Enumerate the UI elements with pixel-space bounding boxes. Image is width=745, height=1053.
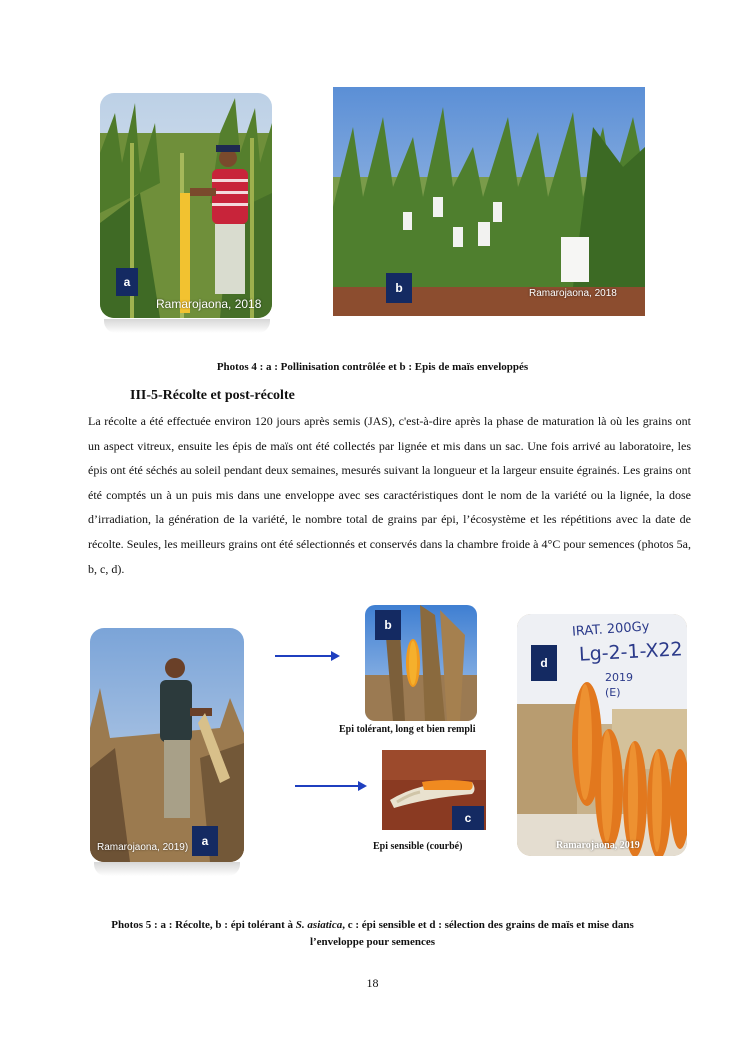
photo-4a-tag: a [116,268,138,296]
photo-5c-sensitive-ear [382,750,486,830]
photo-5d-seed-selection [517,614,687,856]
photo-4b-tag: b [386,273,412,303]
envelope-label-line2: Lg-2-1-X22 [578,638,684,666]
photos-5-caption-line2: l’enveloppe pour semences [309,936,436,948]
photo-5c-tag: c [452,806,484,830]
section-heading: III-5-Récolte et post-récolte [130,388,295,403]
photo-5b-tolerant-ear [365,605,477,721]
photo-5b-tag: b [375,610,401,640]
photos-4-caption: Photos 4 : a : Pollinisation contrôlée et b : Epis de maïs enveloppés [216,361,529,373]
photo-4b-bagged-ears [333,87,645,316]
photo-4a-reflection [104,319,270,333]
photo-5a-reflection [94,862,240,876]
photo-5a-credit: Ramarojaona, 2019) [97,842,189,853]
page-number: 18 [366,976,379,990]
photo-5a-harvest [90,628,244,862]
photo-4b-credit: Ramarojaona, 2018 [529,288,617,299]
envelope-label-line3: 2019 [605,671,633,684]
photo-4a-pollination [100,93,272,318]
envelope-label-line1: IRAT. 200Gy [571,619,650,640]
photos-5-caption-species: S. asiatica [295,919,343,931]
photos-5-caption-part1: Photos 5 : a : Récolte, b : épi tolérant à [111,919,296,931]
photo-5b-label: Epi tolérant, long et bien rempli [339,724,476,735]
photo-5d-credit: Ramarojaona, 2019 [556,840,640,851]
arrow-to-c-icon [295,779,367,793]
arrow-to-b-icon [275,649,340,663]
photo-5c-label: Epi sensible (courbé) [373,841,463,852]
photos-5-caption-part2: , c : épi sensible et d : sélection des grains de maïs et mise dans [342,919,634,931]
photos-5-caption [0,919,745,931]
envelope-label-line4: (E) [605,686,621,699]
photo-5a-tag: a [192,826,218,856]
photo-5d-tag: d [531,645,557,681]
photo-4a-credit: Ramarojaona, 2018 [156,297,262,311]
section-paragraph: La récolte a été effectuée environ 120 jours après semis (JAS), c'est-à-dire après la phase de maturation là où les grains ont un aspect vitreux, ensuite les épis de maïs ont été collectés par lignée et mis dans un sac. Une fois arrivé au laboratoire, les épis ont été séchés au soleil pendant deux semaines, mesurés suivant la longueur et la largeur ensuite égrainés. Les grains ont été comptés un à un puis mis dans une enveloppe avec ses caractéristiques dont le nom de la variété ou la lignée, la dose d’irradiation, la génération de la variété, le nombre total de grains par épi, l’écosystème et les répétitions avec la date de récolte. Seules, les meilleurs grains ont été sélectionnés et conservés dans la chambre froide à 4°C pour semences (photos 5a, b, c, d). [88,414,691,576]
